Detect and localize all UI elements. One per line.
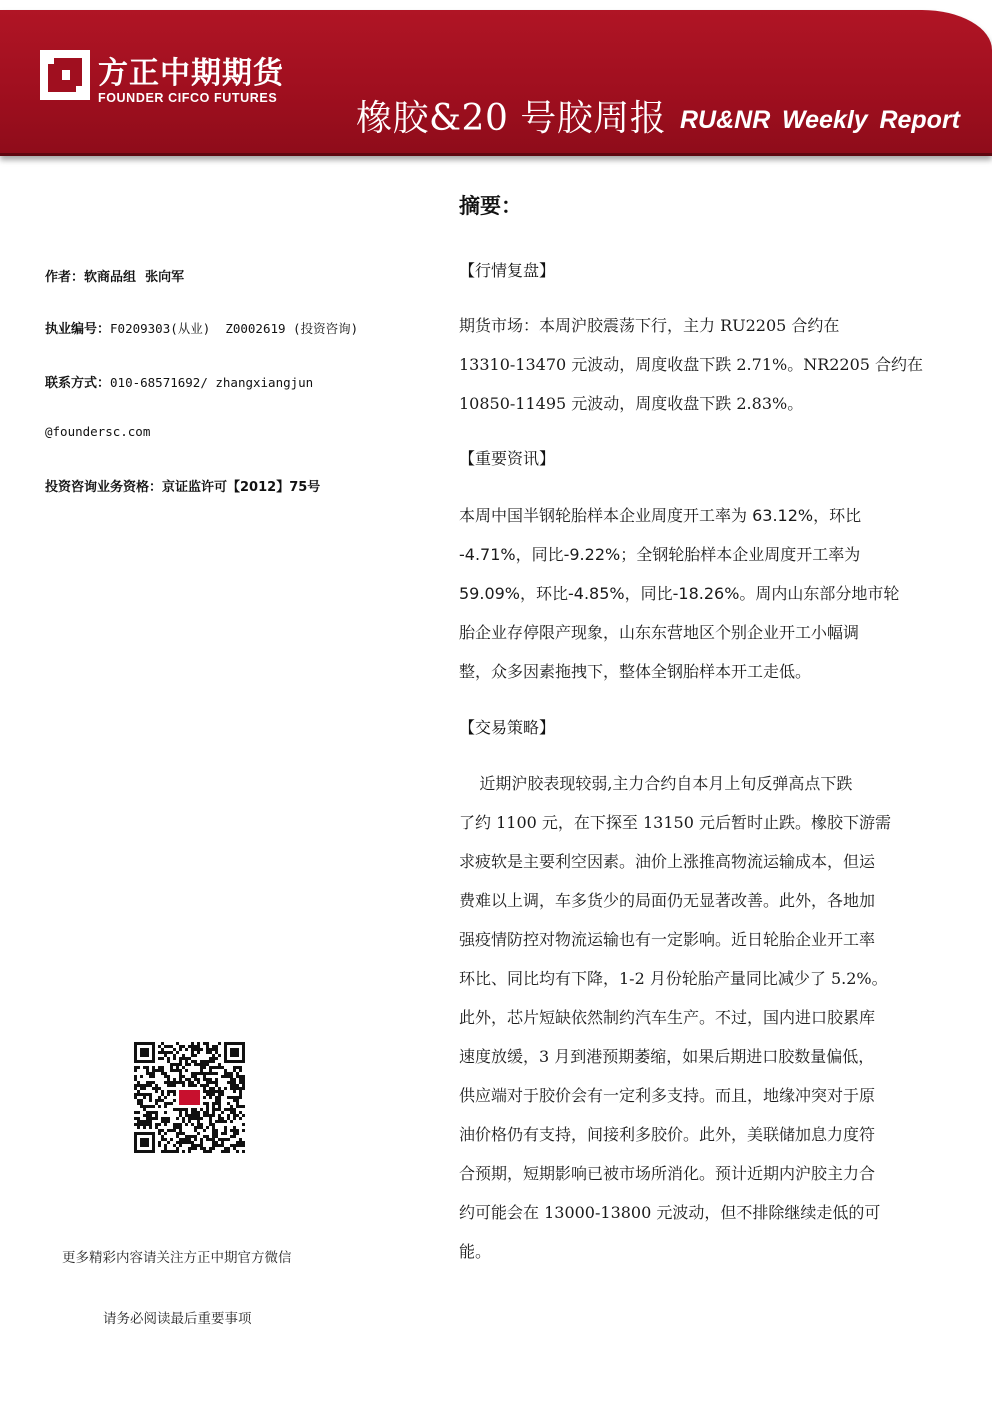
license-line xyxy=(45,318,358,337)
strategy-line: 合预期，短期影响已被市场所消化。预计近期内沪胶主力合 xyxy=(459,1164,876,1183)
disclaimer-note: 请务必阅读最后重要事项 xyxy=(103,1311,252,1327)
strategy-line: 费难以上调，车多货少的局面仍无显著改善。此外，各地加 xyxy=(459,891,876,910)
market-review-line: 期货市场：本周沪胶震荡下行，主力 RU2205 合约在 xyxy=(459,316,840,335)
brand-name-cn: 方正中期期货 xyxy=(98,56,284,91)
strategy-line: 近期沪胶表现较弱,主力合约自本月上旬反弹高点下跌 xyxy=(459,774,853,793)
section-key-news-title: 【重要资讯】 xyxy=(459,449,556,468)
author-line xyxy=(45,266,184,285)
license-value: F0209303(从业) Z0002619 (投资咨询) xyxy=(110,321,359,336)
strategy-line: 能。 xyxy=(459,1242,492,1261)
email-line: @foundersc.com xyxy=(45,424,151,439)
key-news-line: -4.71%，同比-9.22%；全钢轮胎样本企业周度开工率为 xyxy=(459,545,861,564)
author-label: 作者： xyxy=(45,270,85,285)
report-en-word: Weekly xyxy=(782,106,868,134)
qr-caption: 更多精彩内容请关注方正中期官方微信 xyxy=(62,1250,292,1266)
contact-line xyxy=(45,372,313,391)
contact-value: 010-68571692/ zhangxiangjun xyxy=(110,375,314,390)
key-news-line: 整，众多因素拖拽下，整体全钢胎样本开工走低。 xyxy=(459,662,812,681)
founder-logo-icon xyxy=(40,50,90,100)
section-market-review-title: 【行情复盘】 xyxy=(459,261,556,280)
qualification-value: 京证监许可【2012】75号 xyxy=(162,480,321,495)
strategy-line: 环比、同比均有下降，1-2 月份轮胎产量同比减少了 5.2%。 xyxy=(459,969,888,988)
strategy-line: 此外，芯片短缺依然制约汽车生产。不过，国内进口胶累库 xyxy=(459,1008,876,1027)
strategy-line: 了约 1100 元，在下探至 13150 元后暂时止跌。橡胶下游需 xyxy=(459,813,891,832)
header-banner xyxy=(0,10,992,156)
qualification-label: 投资咨询业务资格： xyxy=(45,480,163,495)
report-en-word: Report xyxy=(879,106,960,134)
market-review-line: 13310-13470 元波动，周度收盘下跌 2.71%。NR2205 合约在 xyxy=(459,355,924,374)
wechat-qr-code xyxy=(134,1042,245,1153)
key-news-line: 59.09%，环比-4.85%，同比-18.26%。周内山东部分地市轮 xyxy=(459,584,900,603)
qualification-line xyxy=(45,476,320,495)
strategy-line: 强疫情防控对物流运输也有一定影响。近日轮胎企业开工率 xyxy=(459,930,876,949)
report-title-en xyxy=(680,106,960,135)
market-review-line: 10850-11495 元波动，周度收盘下跌 2.83%。 xyxy=(459,394,804,413)
report-title: 橡胶&20 号胶周报 xyxy=(356,98,667,139)
strategy-line: 供应端对于胶价会有一定利多支持。而且，地缘冲突对于原 xyxy=(459,1086,876,1105)
strategy-line: 油价格仍有支持，间接利多胶价。此外，美联储加息力度符 xyxy=(459,1125,876,1144)
key-news-line: 本周中国半钢轮胎样本企业周度开工率为 63.12%，环比 xyxy=(459,506,862,525)
summary-heading: 摘要： xyxy=(459,194,522,218)
brand-name-en: FOUNDER CIFCO FUTURES xyxy=(98,91,278,105)
strategy-line: 约可能会在 13000-13800 元波动，但不排除继续走低的可 xyxy=(459,1203,881,1222)
contact-label: 联系方式： xyxy=(45,376,111,391)
key-news-line: 胎企业存停限产现象，山东东营地区个别企业开工小幅调 xyxy=(459,623,860,642)
section-strategy-title: 【交易策略】 xyxy=(459,718,556,737)
author-value: 软商品组 张向军 xyxy=(84,270,185,285)
license-label: 执业编号： xyxy=(45,322,111,337)
strategy-line: 速度放缓，3 月到港预期萎缩，如果后期进口胶数量偏低， xyxy=(459,1047,875,1066)
report-en-word: RU&NR xyxy=(680,106,771,134)
strategy-line: 求疲软是主要利空因素。油价上涨推高物流运输成本，但运 xyxy=(459,852,876,871)
